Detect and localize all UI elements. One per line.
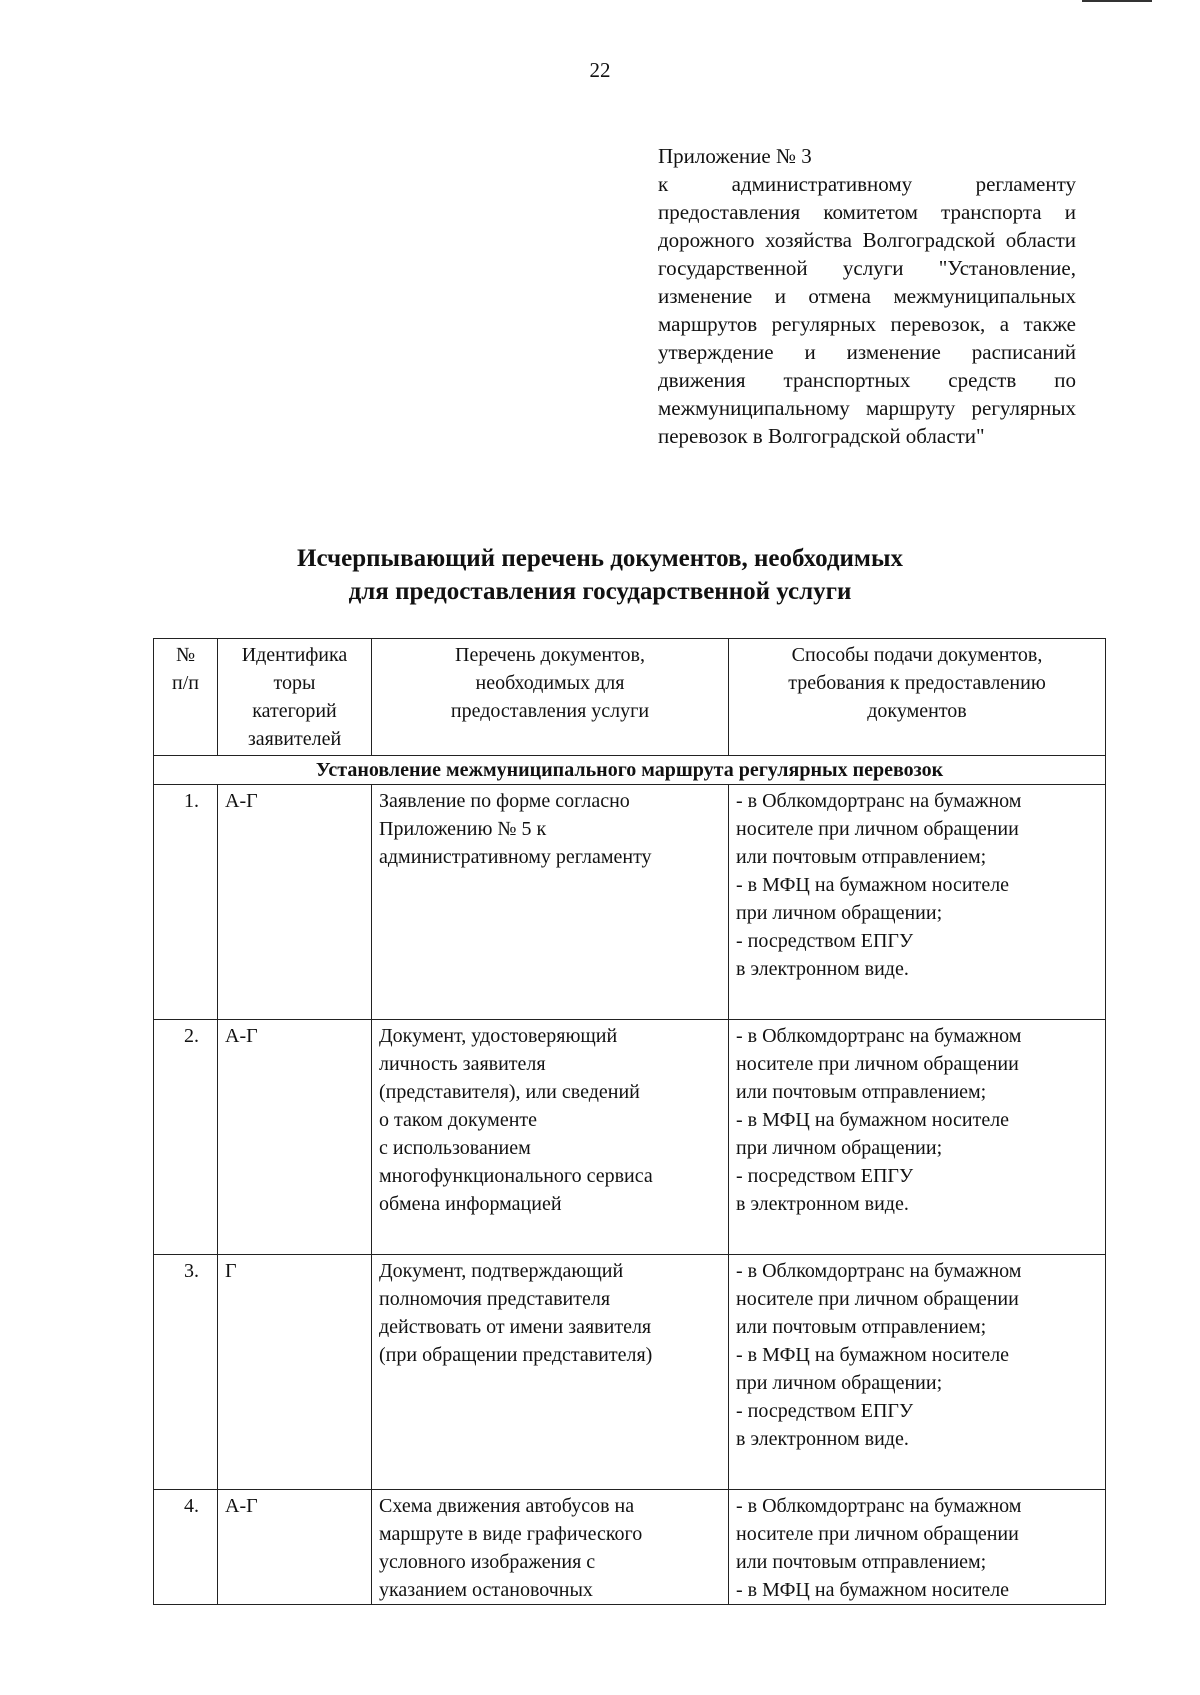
page-number: 22 [589,58,611,82]
row-methods: - в Облкомдортранс на бумажном носителе при личном обращении или почтовым отправлением; - в МФЦ на бумажном носителе при личном обращении; - посредством ЕПГУ в электронном виде. [729,785,1106,1020]
row-methods: - в Облкомдортранс на бумажном носителе при личном обращении или почтовым отправлением; - в МФЦ на бумажном носителе [729,1490,1106,1605]
document-title [0,542,1200,608]
section-row [154,756,1106,785]
row-methods: - в Облкомдортранс на бумажном носителе при личном обращении или почтовым отправлением; - в МФЦ на бумажном носителе при личном обращении; - посредством ЕПГУ в электронном виде. [729,1255,1106,1490]
table-row [154,1020,1106,1255]
header-number: № п/п [154,639,218,756]
row-document: Схема движения автобусов на маршруте в виде графического условного изображения с указанием остановочных [372,1490,729,1605]
appendix-text: к административному регламенту предоставления комитетом транспорта и дорожного хозяйства Волгоградской области государственной услуги "Установление, изменение и отмена межмуниципальных маршрутов регулярных перевозок, а также утверждение и изменение расписаний движения транспортных средств по межмуниципальному маршруту регулярных перевозок в Волгоградской области" [658,172,1076,448]
appendix-title: Приложение № 3 [658,144,812,168]
table-row [154,1255,1106,1490]
document-title-line-1: Исчерпывающий перечень документов, необходимых [297,545,903,572]
header-documents: Перечень документов, необходимых для предоставления услуги [372,639,729,756]
row-category: Г [218,1255,372,1490]
table-row [154,785,1106,1020]
row-category: А-Г [218,785,372,1020]
table-header-row [154,639,1106,756]
header-methods: Способы подачи документов, требования к предоставлению документов [729,639,1106,756]
scan-edge-mark [1082,0,1152,2]
header-category: Идентифика торы категорий заявителей [218,639,372,756]
appendix-block [658,142,1076,450]
row-number: 1. [154,785,218,1020]
row-number: 4. [154,1490,218,1605]
row-category: А-Г [218,1490,372,1605]
table-row [154,1490,1106,1605]
row-category: А-Г [218,1020,372,1255]
row-document: Документ, подтверждающий полномочия представителя действовать от имени заявителя (при обращении представителя) [372,1255,729,1490]
documents-table [153,638,1106,1605]
section-title: Установление межмуниципального маршрута регулярных перевозок [154,756,1106,785]
row-methods: - в Облкомдортранс на бумажном носителе при личном обращении или почтовым отправлением; - в МФЦ на бумажном носителе при личном обращении; - посредством ЕПГУ в электронном виде. [729,1020,1106,1255]
row-number: 3. [154,1255,218,1490]
row-document: Документ, удостоверяющий личность заявителя (представителя), или сведений о таком документе с использованием многофункционального сервиса обмена информацией [372,1020,729,1255]
row-number: 2. [154,1020,218,1255]
row-document: Заявление по форме согласно Приложению № 5 к административному регламенту [372,785,729,1020]
document-title-line-2: для предоставления государственной услуги [348,578,852,605]
